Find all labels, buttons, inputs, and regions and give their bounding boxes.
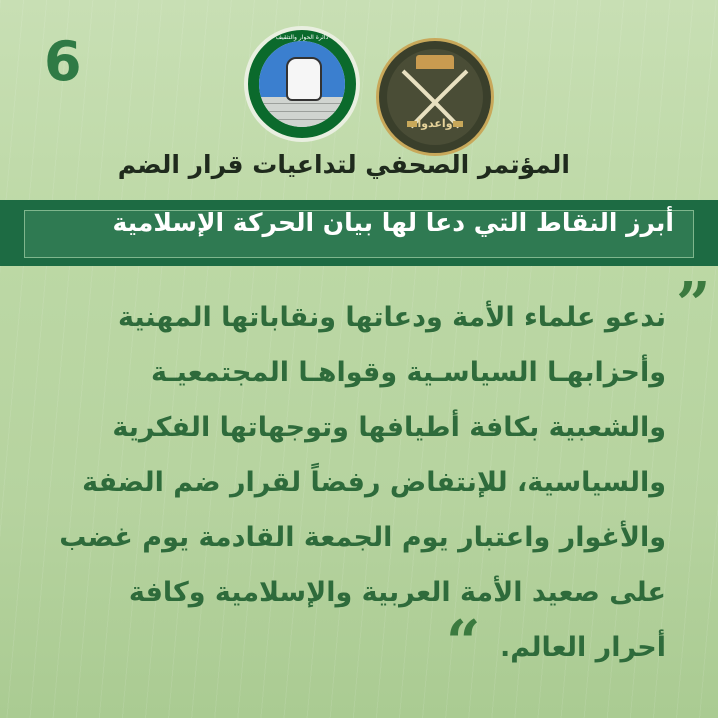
crossed-swords-quran-logo-icon <box>376 38 494 156</box>
quote-close-mark: “ <box>446 608 481 678</box>
quote-line: والشعبية بكافة أطيافها وتوجهاتها الفكرية <box>112 412 666 443</box>
slide-number: 6 <box>44 30 82 93</box>
quote-line: والسياسية، للإنتفاض رفضاً لقرار ضم الضفة <box>82 467 666 498</box>
quote-body <box>46 290 666 675</box>
union-fist-logo-icon <box>244 26 360 142</box>
logo-arc-text: دائرة الحوار والتثقيف <box>275 34 329 41</box>
subtitle: أبرز النقاط التي دعا لها بيان الحركة الإسلامية <box>112 208 674 237</box>
quote-open-mark: ” <box>676 270 711 340</box>
quote-line: ندعو علماء الأمة ودعاتها ونقاباتها المهنية <box>118 302 666 333</box>
page-title: المؤتمر الصحفي لتداعيات قرار الضم <box>117 150 570 179</box>
quote-line: على صعيد الأمة العربية والإسلامية وكافة <box>128 577 666 608</box>
quote-line: وأحزابهـا السياسـية وقواهـا المجتمعيـة <box>151 357 666 388</box>
quote-line: والأغوار واعتبار يوم الجمعة القادمة يوم غضب <box>59 522 666 553</box>
quote-line: أحرار العالم. <box>499 632 666 663</box>
logo-motto: واعدوا <box>417 117 453 130</box>
